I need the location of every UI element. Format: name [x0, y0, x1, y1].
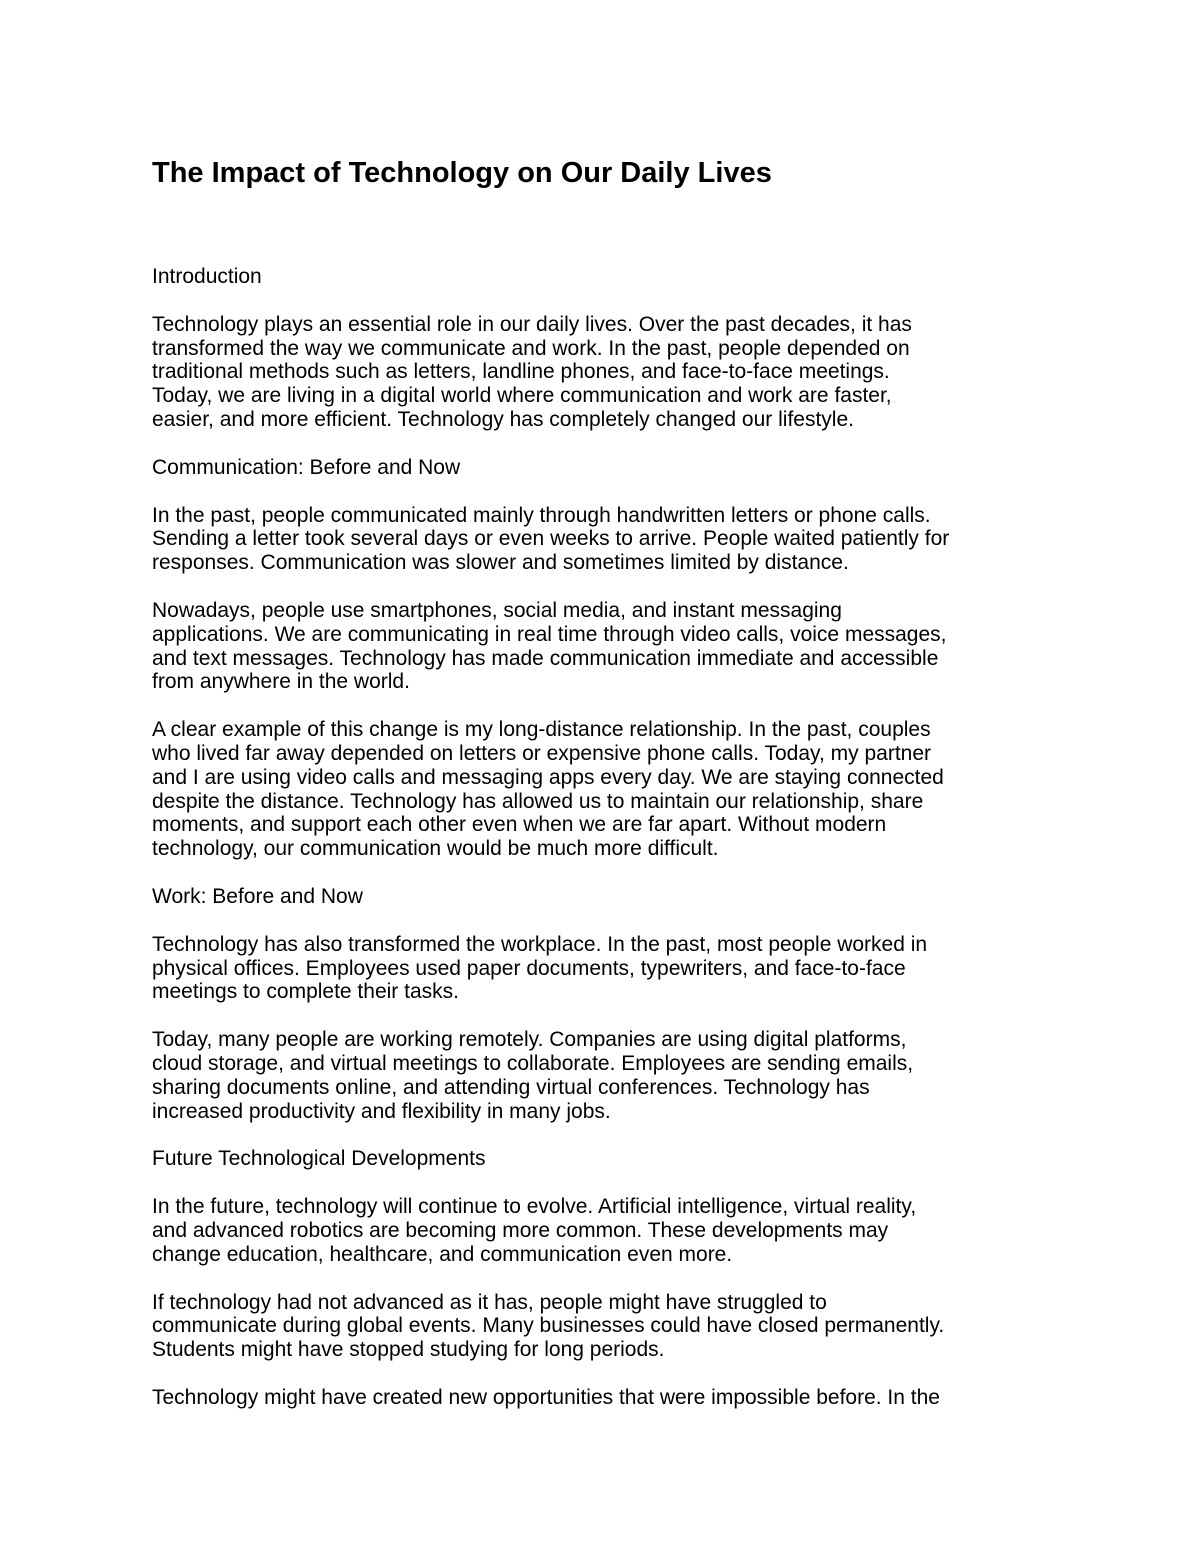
- text-line: from anywhere in the world.: [152, 670, 410, 694]
- text-line: increased productivity and flexibility in many jobs.: [152, 1099, 611, 1123]
- document-body: [152, 265, 1072, 1434]
- text-line: In the past, people communicated mainly through handwritten letters or phone calls.: [152, 503, 931, 527]
- section-heading-future: Future Technological Developments: [152, 1147, 486, 1171]
- paragraph-work-1: [152, 933, 1072, 1004]
- paragraph-communication-1: [152, 504, 1072, 575]
- text-line: and advanced robotics are becoming more common. These developments may: [152, 1218, 889, 1242]
- text-line: Technology plays an essential role in our daily lives. Over the past decades, it has: [152, 312, 912, 336]
- text-line: meetings to complete their tasks.: [152, 980, 459, 1004]
- text-line: communicate during global events. Many businesses could have closed permanently.: [152, 1314, 945, 1338]
- text-line: Technology might have created new opportunities that were impossible before. In the: [152, 1385, 940, 1409]
- text-line: Today, many people are working remotely. Companies are using digital platforms,: [152, 1028, 907, 1052]
- text-line: Students might have stopped studying for long periods.: [152, 1338, 665, 1362]
- text-line: If technology had not advanced as it has, people might have struggled to: [152, 1290, 827, 1314]
- paragraph-communication-3: [152, 718, 1072, 861]
- document-title: The Impact of Technology on Our Daily Lives: [152, 157, 772, 189]
- paragraph-future-1: [152, 1195, 1072, 1266]
- text-line: applications. We are communicating in real time through video calls, voice messages,: [152, 622, 947, 646]
- section-heading-work: Work: Before and Now: [152, 884, 363, 908]
- text-line: easier, and more efficient. Technology has completely changed our lifestyle.: [152, 407, 854, 431]
- text-line: Technology has also transformed the workplace. In the past, most people worked in: [152, 932, 928, 956]
- paragraph-work-2: [152, 1028, 1072, 1123]
- paragraph-introduction-1: [152, 313, 1072, 432]
- text-line: Sending a letter took several days or even weeks to arrive. People waited patiently for: [152, 527, 950, 551]
- text-line: transformed the way we communicate and work. In the past, people depended on: [152, 336, 910, 360]
- text-line: A clear example of this change is my long-distance relationship. In the past, couples: [152, 718, 931, 742]
- paragraph-future-2: [152, 1291, 1072, 1362]
- section-heading-introduction: Introduction: [152, 265, 262, 288]
- text-line: technology, our communication would be much more difficult.: [152, 837, 719, 861]
- text-line: Nowadays, people use smartphones, social media, and instant messaging: [152, 598, 842, 622]
- section-heading-communication: Communication: Before and Now: [152, 455, 461, 479]
- text-line: and I are using video calls and messaging apps every day. We are staying connected: [152, 765, 944, 789]
- text-line: who lived far away depended on letters or expensive phone calls. Today, my partner: [152, 741, 932, 765]
- text-line: responses. Communication was slower and sometimes limited by distance.: [152, 551, 849, 575]
- text-line: traditional methods such as letters, landline phones, and face-to-face meetings.: [152, 360, 890, 384]
- text-line: and text messages. Technology has made communication immediate and accessible: [152, 646, 939, 670]
- text-line: physical offices. Employees used paper documents, typewriters, and face-to-face: [152, 956, 906, 980]
- text-line: cloud storage, and virtual meetings to collaborate. Employees are sending emails,: [152, 1051, 914, 1075]
- text-line: sharing documents online, and attending virtual conferences. Technology has: [152, 1075, 870, 1099]
- paragraph-future-3: [152, 1386, 1072, 1410]
- paragraph-communication-2: [152, 599, 1072, 694]
- text-line: Today, we are living in a digital world where communication and work are faster,: [152, 384, 892, 408]
- text-line: despite the distance. Technology has allowed us to maintain our relationship, share: [152, 789, 924, 813]
- text-line: moments, and support each other even when we are far apart. Without modern: [152, 813, 887, 837]
- text-line: In the future, technology will continue to evolve. Artificial intelligence, virtual reality,: [152, 1195, 917, 1219]
- text-line: change education, healthcare, and communication even more.: [152, 1242, 733, 1266]
